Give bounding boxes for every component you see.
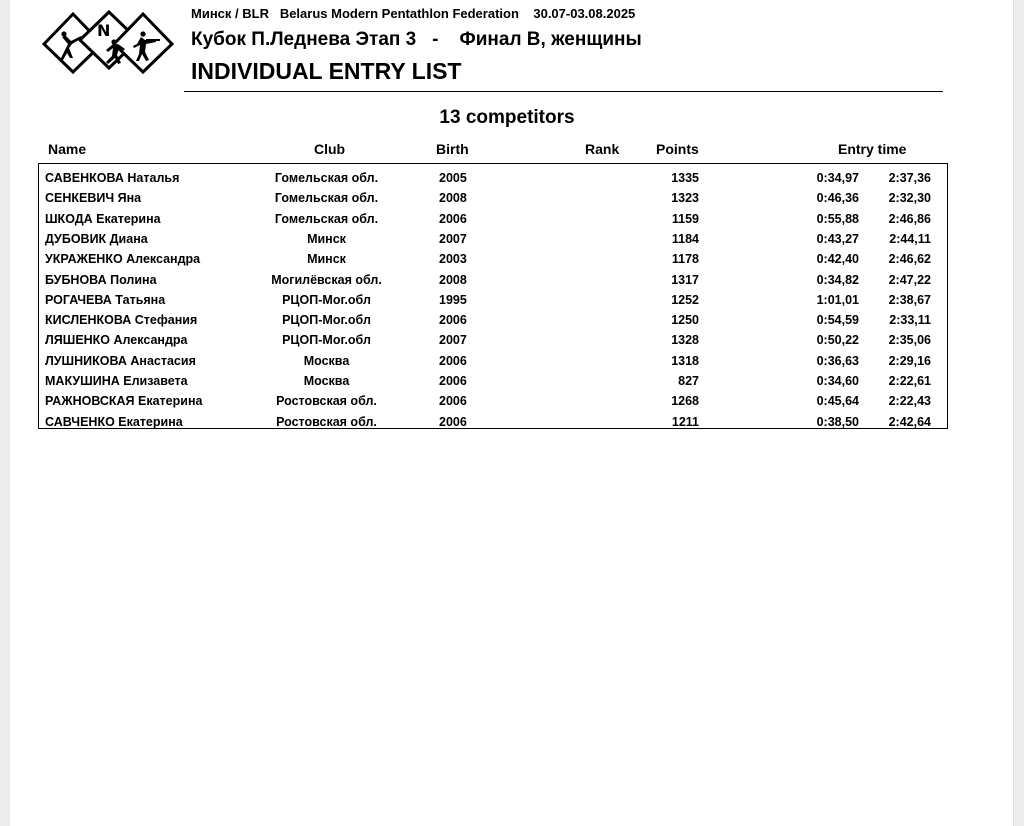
table-row [39, 252, 947, 272]
athlete-name: БУБНОВА Полина [45, 272, 157, 287]
table-row [39, 191, 947, 211]
entry-time-2: 2:47,22 [888, 272, 931, 287]
table-row [39, 232, 947, 252]
athlete-birth: 1995 [439, 292, 467, 307]
athlete-name: САВЕНКОВА Наталья [45, 171, 180, 185]
entry-time-2: 2:37,36 [888, 171, 931, 185]
final-name: Финал B, женщины [459, 29, 642, 50]
entry-time-2: 2:35,06 [888, 333, 931, 348]
athlete-birth: 2008 [439, 272, 467, 287]
entry-time-1: 0:38,50 [816, 414, 859, 429]
table-row [39, 374, 947, 394]
table-row [39, 354, 947, 374]
table-row [39, 171, 947, 191]
header-meta [191, 6, 635, 21]
athlete-name: СЕНКЕВИЧ Яна [45, 191, 142, 206]
athlete-birth: 2006 [439, 211, 467, 226]
entry-time-1: 0:34,82 [816, 272, 859, 287]
athlete-points: 1323 [671, 191, 699, 206]
athlete-club: Гомельская обл. [274, 171, 379, 185]
entry-time-2: 2:46,62 [888, 252, 931, 267]
athlete-name: ЛУШНИКОВА Анастасия [45, 353, 196, 368]
athlete-birth: 2006 [439, 313, 467, 328]
athlete-name: ДУБОВИК Диана [45, 231, 148, 246]
athlete-club: Ростовская обл. [276, 414, 377, 429]
athlete-points: 1318 [671, 353, 699, 368]
athlete-name: РАЖНОВСКАЯ Екатерина [45, 394, 203, 409]
athlete-name: САВЧЕНКО Екатерина [45, 414, 183, 429]
table-row [39, 293, 947, 313]
entry-time-2: 2:22,43 [888, 394, 931, 409]
athlete-name: ШКОДА Екатерина [45, 211, 161, 226]
athlete-club: Москва [303, 353, 350, 368]
event-title [191, 29, 642, 51]
entry-time-2: 2:29,16 [888, 353, 931, 368]
entry-time-2: 2:46,86 [888, 211, 931, 226]
entry-time-1: 0:36,63 [816, 353, 859, 368]
athlete-name: МАКУШИНА Елизавета [45, 374, 188, 388]
athlete-birth: 2005 [439, 171, 467, 185]
athlete-birth: 2003 [439, 252, 467, 267]
entry-table [38, 163, 948, 429]
table-row [39, 313, 947, 333]
athlete-club: РЦОП-Мог.обл [282, 333, 371, 348]
athlete-club: Москва [303, 374, 350, 388]
athlete-birth: 2007 [439, 231, 467, 246]
entry-time-2: 2:42,64 [888, 414, 931, 429]
table-row [39, 212, 947, 232]
entry-time-1: 0:34,97 [816, 171, 859, 185]
athlete-points: 1328 [671, 333, 699, 348]
page-margin-right [1013, 0, 1024, 826]
athlete-points: 1178 [671, 252, 699, 267]
entry-time-1: 0:50,22 [816, 333, 859, 348]
athlete-points: 1250 [671, 313, 699, 328]
athlete-club: Ростовская обл. [276, 394, 377, 409]
entry-time-2: 2:22,61 [888, 374, 931, 388]
athlete-name: РОГАЧЕВА Татьяна [45, 292, 166, 307]
entry-time-2: 2:33,11 [889, 313, 931, 328]
entry-time-1: 0:43,27 [816, 231, 859, 246]
athlete-birth: 2008 [439, 191, 467, 206]
column-header-club: Club [314, 141, 346, 157]
athlete-name: КИСЛЕНКОВА Стефания [45, 313, 198, 328]
venue: Минск / BLR [191, 6, 269, 21]
athlete-birth: 2006 [439, 414, 467, 429]
entry-time-1: 0:42,40 [816, 252, 859, 267]
federation-name: Belarus Modern Pentathlon Federation [279, 6, 519, 21]
table-row [39, 273, 947, 293]
svg-text:N: N [97, 21, 111, 40]
entry-time-1: 0:46,36 [816, 191, 859, 206]
athlete-points: 1335 [671, 171, 699, 185]
athlete-club: Минск [307, 252, 346, 267]
athlete-points: 1252 [671, 292, 699, 307]
entry-time-1: 0:45,64 [816, 394, 859, 409]
athlete-points: 1184 [671, 231, 699, 246]
athlete-points: 827 [678, 374, 699, 388]
table-row [39, 415, 947, 435]
column-header-entry-time: Entry time [838, 141, 907, 157]
event-dates: 30.07-03.08.2025 [533, 6, 636, 21]
athlete-points: 1317 [671, 272, 699, 287]
column-header-birth: Birth [436, 141, 469, 157]
entry-time-2: 2:44,11 [889, 231, 931, 246]
athlete-club: Гомельская обл. [274, 211, 379, 226]
athlete-club: Минск [307, 231, 346, 246]
table-row [39, 394, 947, 414]
column-header-rank: Rank [585, 141, 620, 157]
pentathlon-logo-icon [42, 6, 174, 76]
athlete-birth: 2006 [439, 353, 467, 368]
athlete-birth: 2006 [439, 394, 467, 409]
header-divider [184, 91, 943, 92]
athlete-club: Могилёвская обл. [271, 272, 382, 287]
athlete-points: 1268 [671, 394, 699, 409]
athlete-club: Гомельская обл. [274, 191, 379, 206]
athlete-name: УКРАЖЕНКО Александра [45, 252, 201, 267]
entry-time-1: 0:54,59 [816, 313, 859, 328]
title-separator: - [432, 29, 439, 50]
page-title: INDIVIDUAL ENTRY LIST [191, 58, 462, 84]
entry-time-2: 2:32,30 [888, 191, 931, 206]
column-header-name: Name [48, 141, 87, 157]
athlete-points: 1159 [671, 211, 699, 226]
athlete-birth: 2006 [439, 374, 467, 388]
athlete-club: РЦОП-Мог.обл [282, 292, 371, 307]
table-row [39, 333, 947, 353]
column-header-points: Points [656, 141, 699, 157]
athlete-name: ЛЯШЕНКО Александра [45, 333, 188, 348]
athlete-club: РЦОП-Мог.обл [282, 313, 371, 328]
entry-time-2: 2:38,67 [888, 292, 931, 307]
athlete-birth: 2007 [439, 333, 467, 348]
entry-time-1: 1:01,01 [816, 292, 859, 307]
athlete-points: 1211 [671, 414, 699, 429]
entry-time-1: 0:34,60 [816, 374, 859, 388]
competitors-count: 13 competitors [439, 107, 575, 128]
event-name: Кубок П.Леднева Этап 3 [191, 29, 417, 50]
entry-time-1: 0:55,88 [816, 211, 859, 226]
